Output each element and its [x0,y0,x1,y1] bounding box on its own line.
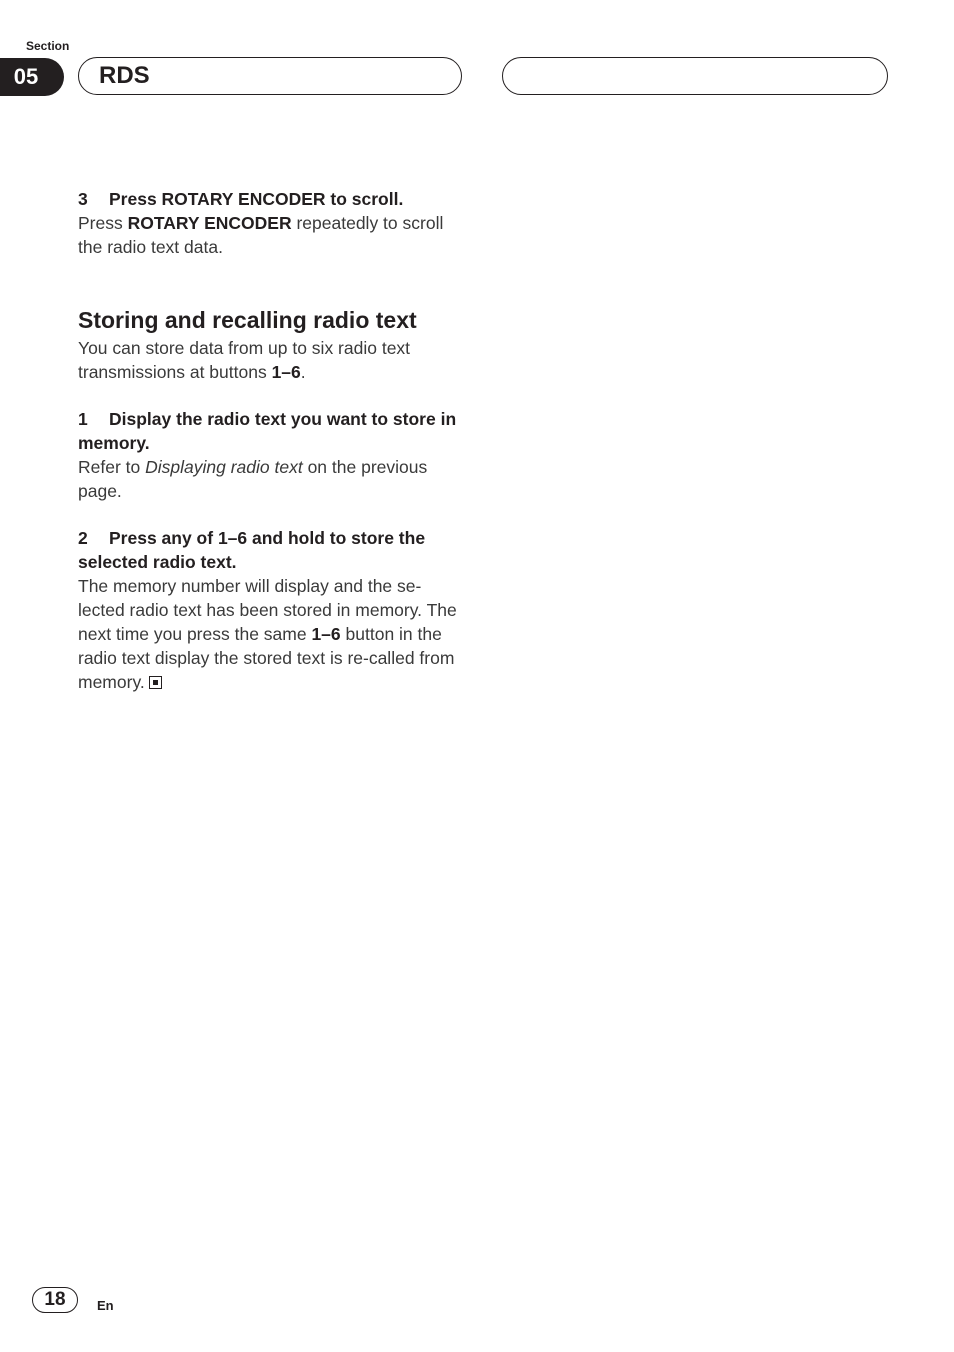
section-label: Section [26,39,70,53]
step-number: 1 [78,409,88,429]
language-label: En [97,1298,114,1313]
body-text: Press [78,213,128,233]
cross-reference-text: Displaying radio text [145,457,303,477]
body-text: . [300,362,306,382]
step-title-text: Display the radio text you want to store in memory. [78,409,457,453]
step-title-text: Press ROTARY ENCODER to scroll. [109,189,404,209]
intro-paragraph [78,336,458,384]
step-title-text: Press any of 1–6 and hold to store the selected radio text. [78,528,426,572]
body-text: The memory number will display and the se-lected radio text has been stored in memory. The next time you press the same [78,576,457,644]
body-text: You can store data from up to six radio text transmissions at buttons [78,338,411,382]
main-column [78,187,458,694]
step-2-title [78,526,458,574]
body-text: on the previous page. [78,457,428,501]
step-2-body [78,574,458,694]
body-bold-text: ROTARY ENCODER [127,213,292,233]
section-number: 05 [13,64,39,89]
step-number: 3 [78,189,88,209]
step-number: 2 [78,528,88,548]
step-1-body [78,455,458,503]
body-text: repeatedly to scroll the radio text data. [78,213,444,257]
section-heading: Storing and recalling radio text [78,307,417,333]
section-title: RDS [78,57,462,95]
section-number-tab [0,58,64,96]
body-bold-text: 1–6 [271,362,301,382]
body-bold-text: 1–6 [311,624,341,644]
body-text: button in the radio text display the stored text is re-called from memory. [78,624,455,692]
step-1-title [78,407,458,455]
page-number: 18 [32,1287,78,1313]
body-text: Refer to [78,457,146,477]
step-3-body [78,211,458,259]
empty-title-frame [502,57,888,95]
step-3-title [78,187,458,211]
end-of-section-icon [149,676,162,689]
